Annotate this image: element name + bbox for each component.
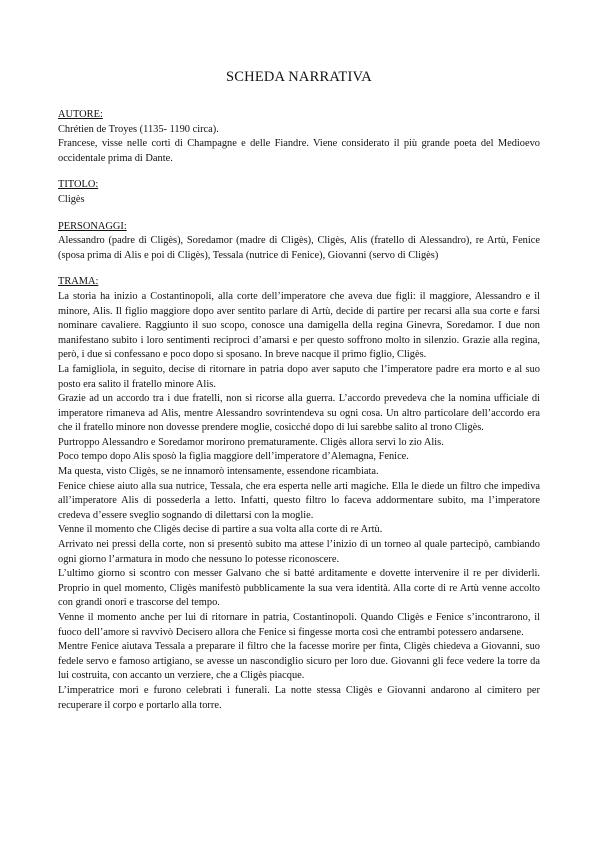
plot-paragraph: Grazie ad un accordo tra i due fratelli, non si ricorse alla guerra. L’accordo prevedeva che la nomina ufficiale di imperatore rimaneva ad Alis, mentre Alessandro sovrintendeva su ogni cosa. Un altro particolare dell’accordo era che il fratello minore non dovesse prendere moglie, cosicché dopo di lui sarebbe salito al trono Cligès. — [58, 393, 540, 434]
title-section — [58, 178, 540, 207]
plot-paragraph: La storia ha inizio a Costantinopoli, alla corte dell’imperatore che aveva due figli: il maggiore, Alessandro e il minore, Alis. Il figlio maggiore dopo aver sentito parlare di Artù, decide di partire per recarsi alla sua corte e farsi nominare cavaliere. Raggiunto il suo scopo, conosce una damigella della regina Ginevra, Soredamor. I due non manifestano subito i loro sentimenti reciproci d’amarsi e per questo soffrono molto in silenzio. Grazie alla regina, però, i due si confessano e poco dopo si sposano. In breve nacque il primo figlio, Cligès. — [58, 290, 540, 361]
plot-paragraph: L’ultimo giorno si scontro con messer Galvano che si batté arditamente e dovette intervenire il re per dividerli. Proprio in quel momento, Cligès manifestò pubblicamente la sua vera identità. Alla corte di re Artù venne accolto con grandi onori e trascorse del tempo. — [58, 568, 540, 609]
plot-paragraph: Ma questa, visto Cligès, se ne innamorò intensamente, essendone ricambiata. — [58, 466, 379, 478]
plot-paragraph: L’imperatrice morì e furono celebrati i funerali. La notte stessa Cligès e Giovanni andarono al cimitero per recuperare il corpo e portarlo alla torre. — [58, 684, 540, 711]
plot-paragraph: La famigliola, in seguito, decise di ritornare in patria dopo aver saputo che l’imperatore padre era morto e al suo posto era salito il fratello minore Alis. — [58, 363, 540, 390]
document-title: SCHEDA NARRATIVA — [226, 69, 372, 85]
title-heading: TITOLO: — [58, 179, 99, 191]
plot-paragraph: Mentre Fenice aiutava Tessala a preparare il filtro che la facesse morire per finta, Cligès chiedeva a Giovanni, suo fedele servo e famoso artigiano, se avesse un nascondiglio sicuro per loro due. Giovanni gli fece vedere la torre da lui costruita, con accanto un verziere, che a Cligès piacque. — [58, 641, 540, 682]
plot-section — [58, 275, 540, 713]
plot-heading: TRAMA: — [58, 276, 99, 288]
author-section — [58, 108, 540, 166]
author-description: Francese, visse nelle corti di Champagne e delle Fiandre. Viene considerato il più grande poeta del Medioevo occidentale prima di Dante. — [58, 138, 540, 164]
characters-section — [58, 220, 540, 264]
work-title: Cligès — [58, 193, 85, 205]
author-heading: AUTORE: — [58, 109, 103, 120]
characters-heading: PERSONAGGI: — [58, 220, 127, 232]
plot-paragraph: Arrivato nei pressi della corte, non si presentò subito ma attese l’inizio di un torneo al quale partecipò, cambiando ogni giorno l’armatura in modo che nessuno lo potesse riconoscere. — [58, 539, 540, 565]
plot-paragraph: Venne il momento anche per lui di ritornare in patria, Costantinopoli. Quando Cligès e Fenice s’incontrarono, il fuoco dell’amore si ravvivò Decisero allora che Fenice si fingesse morta così che entrambi potessero andarsene. — [58, 612, 540, 638]
plot-paragraph: Purtroppo Alessandro e Soredamor morirono prematuramente. Cligès allora servì lo zio Alis. — [58, 436, 444, 448]
plot-paragraph: Fenice chiese aiuto alla sua nutrice, Tessala, che era esperta nelle arti magiche. Ella le diede un filtro che impediva all’imperatore Alis di possederla a letto. Infatti, questo filtro lo faceva addormentare subito, ma l’imperatore credeva d’essere sveglio sognando di dilettarsi con la moglie. — [58, 480, 540, 521]
characters-list: Alessandro (padre di Cligès), Soredamor (madre di Cligès), Cligès, Alis (fratello di Alessandro), re Artù, Fenice (sposa prima di Alis e poi di Cligès), Tessala (nutrice di Fenice), Giovanni (servo di Cligès) — [58, 235, 540, 261]
author-name: Chrétien de Troyes (1135- 1190 circa). — [58, 123, 219, 135]
document-page — [58, 68, 540, 725]
plot-paragraph: Venne il momento che Cligès decise di partire a sua volta alla corte di re Artù. — [58, 524, 383, 536]
plot-paragraph: Poco tempo dopo Alis sposò la figlia maggiore dell’imperatore d’Alemagna, Fenice. — [58, 451, 409, 463]
